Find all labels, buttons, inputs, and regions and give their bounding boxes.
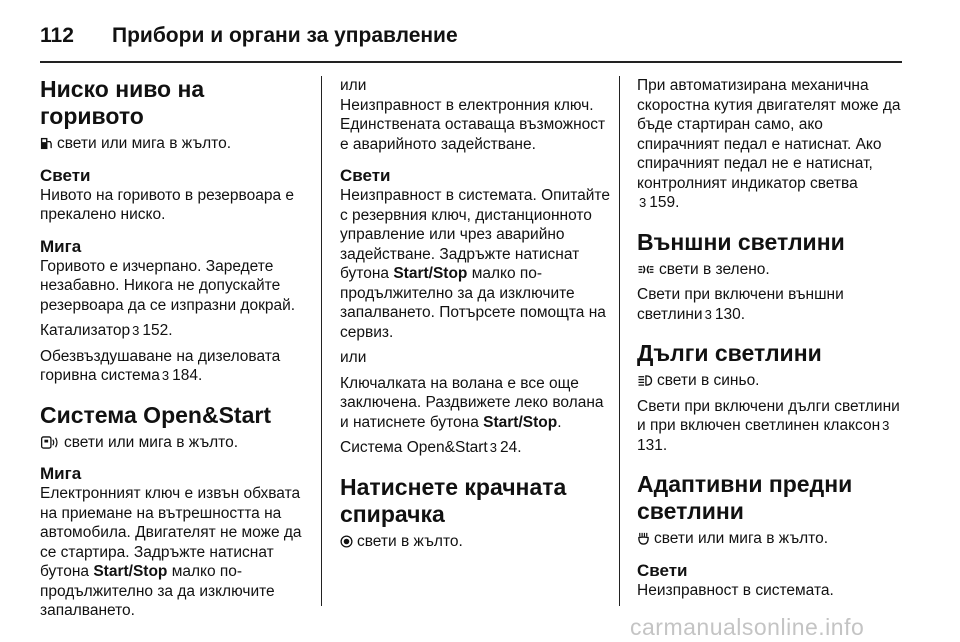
openstart-reference: Система Open&Start 3 24.: [340, 439, 522, 456]
fuel-lit-text: Нивото на горивото в резервоара е прекалено ниско.: [40, 186, 295, 223]
exterior-lights-status: свети в зелено.: [637, 260, 907, 280]
adaptive-lit-text: Неизправност в системата.: [637, 581, 834, 599]
cross-reference-icon: 3: [882, 418, 890, 433]
fuel-status: свети или мига в жълто.: [40, 134, 312, 154]
start-stop-button-label: Start/Stop: [483, 413, 558, 431]
system-lit-text: Неизправност в системата. Опитайте с резервния ключ, дистанционното управление или чрез аварийно задействане. Задръжте натиснат бутона Start/Stop малко по-продължително за да изключите запалването. Потърсете помощта на сервиз.: [340, 187, 610, 341]
page-number: 112: [40, 24, 74, 47]
key-signal-icon: [40, 436, 60, 449]
auto-gearbox-text: При автоматизирана механична скоростна кутия двигателят може да бъде стартиран само, ако спирачният педал е натиснат. Ако спирачният педал не е натиснат, контролният индикатор светва 3 159.: [637, 77, 901, 211]
fuel-lit-heading: Свети: [40, 165, 91, 185]
column-3: [637, 76, 907, 600]
start-stop-button-label: Start/Stop: [393, 265, 468, 282]
column-divider-2: [619, 76, 620, 606]
openstart-flash-text: Електронният ключ е извън обхвата на приемане на вътрешността на автомобила. Двигателят не може да се стартира. Задръжте натиснат бутона Start/Stop малко по-продължително за да изключите запалването.: [40, 485, 302, 619]
fuel-heading: Ниско ниво на горивото: [40, 76, 205, 129]
high-beam-heading: Дълги светлини: [637, 340, 822, 366]
cross-reference-icon: 3: [639, 195, 647, 210]
brake-heading: Натиснете крачната спирачка: [340, 473, 567, 527]
adaptive-lights-status: свети или мига в жълто.: [637, 529, 907, 549]
exterior-lights-heading: Външни светлини: [637, 228, 845, 255]
or-text-1: или: [340, 77, 367, 94]
cross-reference-icon: 3: [132, 323, 140, 338]
column-1: [40, 76, 312, 621]
cross-reference-icon: 3: [161, 368, 170, 383]
brake-status: свети в жълто.: [340, 532, 610, 552]
cross-reference-icon: 3: [704, 306, 712, 322]
high-beam-status: свети в синьо.: [637, 371, 907, 391]
adaptive-lights-heading: Адаптивни предни светлини: [637, 471, 853, 524]
high-beam-text: Свети при включени дълги светлини и при включен светлинен клаксон 3131.: [637, 397, 900, 454]
page-title: Прибори и органи за управление: [112, 24, 458, 47]
column-2: [340, 76, 610, 551]
steering-lock-text: Ключалката на волана е все още заключена. Раздвижете леко волана и натиснете бутона Start/Stop.: [340, 374, 604, 431]
high-beam-icon: [637, 374, 653, 387]
exterior-lights-text: Свети при включени външни светлини 3 130.: [637, 286, 844, 323]
brake-pedal-icon: [340, 535, 353, 548]
page-header: [40, 16, 458, 56]
system-lit-heading: Свети: [340, 166, 391, 185]
openstart-heading: Система Open&Start: [40, 401, 271, 428]
side-lights-icon: [637, 263, 655, 276]
key-fault-text: Неизправност в електронния ключ. Единствената оставаща възможност е аварийното задействане.: [340, 96, 606, 153]
header-rule: [40, 61, 902, 63]
or-text-2: или: [340, 349, 367, 366]
openstart-status: свети или мига в жълто.: [40, 433, 312, 453]
cross-reference-icon: 3: [489, 440, 497, 455]
fuel-flash-heading: Мига: [40, 236, 82, 256]
fuel-flash-text: Горивото е изчерпано. Заредете незабавно. Никога не допускайте резервоара да се изпразни докрай.: [40, 257, 296, 314]
fuel-pump-icon: [40, 137, 53, 150]
start-stop-button-label: Start/Stop: [93, 563, 168, 580]
adaptive-lights-icon: [637, 532, 650, 545]
bleed-reference: Обезвъздушаване на дизеловата горивна система 3 184.: [40, 347, 281, 384]
watermark: carmanualsonline.info: [630, 614, 865, 640]
adaptive-lit-heading: Свети: [637, 560, 688, 580]
catalyst-reference: Катализатор 3 152.: [40, 322, 173, 339]
column-divider-1: [321, 76, 322, 606]
openstart-flash-heading: Мига: [40, 464, 82, 483]
